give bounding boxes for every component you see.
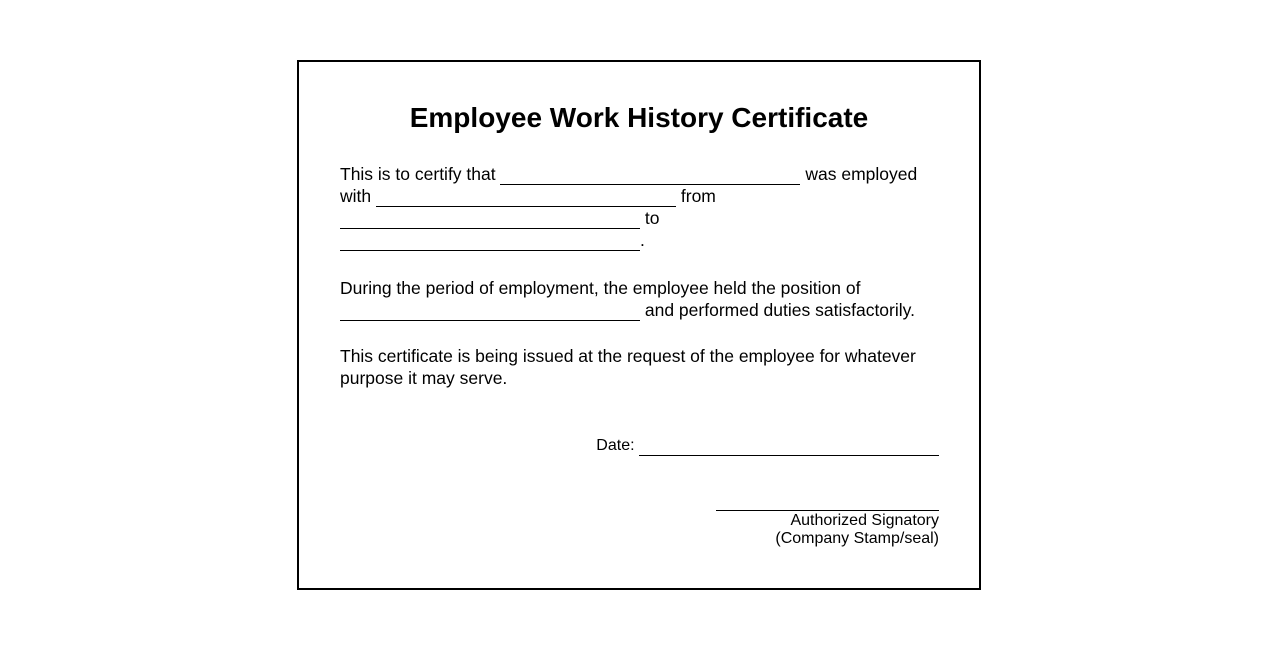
position-paragraph xyxy=(340,277,940,321)
with-text: with xyxy=(340,186,372,206)
period-text: . xyxy=(640,230,645,250)
to-text: to xyxy=(644,208,660,228)
certify-line-3 xyxy=(340,207,940,229)
certificate-frame xyxy=(297,60,981,590)
purpose-paragraph: This certificate is being issued at the request of the employee for whatever purpose it may serve. xyxy=(340,346,916,388)
certify-text: This is to certify that xyxy=(340,164,496,184)
certify-line-1 xyxy=(340,163,940,185)
start-date-blank[interactable] xyxy=(340,208,640,229)
from-text: from xyxy=(680,186,716,206)
position-line-1 xyxy=(340,277,940,299)
certify-paragraph xyxy=(340,163,940,251)
date-label: Date: xyxy=(596,437,635,454)
end-date-blank[interactable] xyxy=(340,230,640,251)
date-blank[interactable] xyxy=(639,435,939,456)
certify-line-2 xyxy=(340,185,940,207)
position-text: During the period of employment, the employee held the position of xyxy=(340,278,861,298)
duties-text: and performed duties satisfactorily. xyxy=(644,300,915,320)
employee-name-blank[interactable] xyxy=(500,164,800,185)
stamp-label: (Company Stamp/seal) xyxy=(775,530,939,547)
signature-line[interactable] xyxy=(716,510,939,511)
position-blank[interactable] xyxy=(340,300,640,321)
signatory-label: Authorized Signatory xyxy=(790,512,939,529)
signatory-block xyxy=(775,512,939,548)
certificate-title: Employee Work History Certificate xyxy=(409,102,869,133)
certify-line-4 xyxy=(340,229,940,251)
was-employed-text: was employed xyxy=(805,164,918,184)
position-line-2 xyxy=(340,299,940,321)
company-name-blank[interactable] xyxy=(376,186,676,207)
date-row xyxy=(596,435,939,457)
